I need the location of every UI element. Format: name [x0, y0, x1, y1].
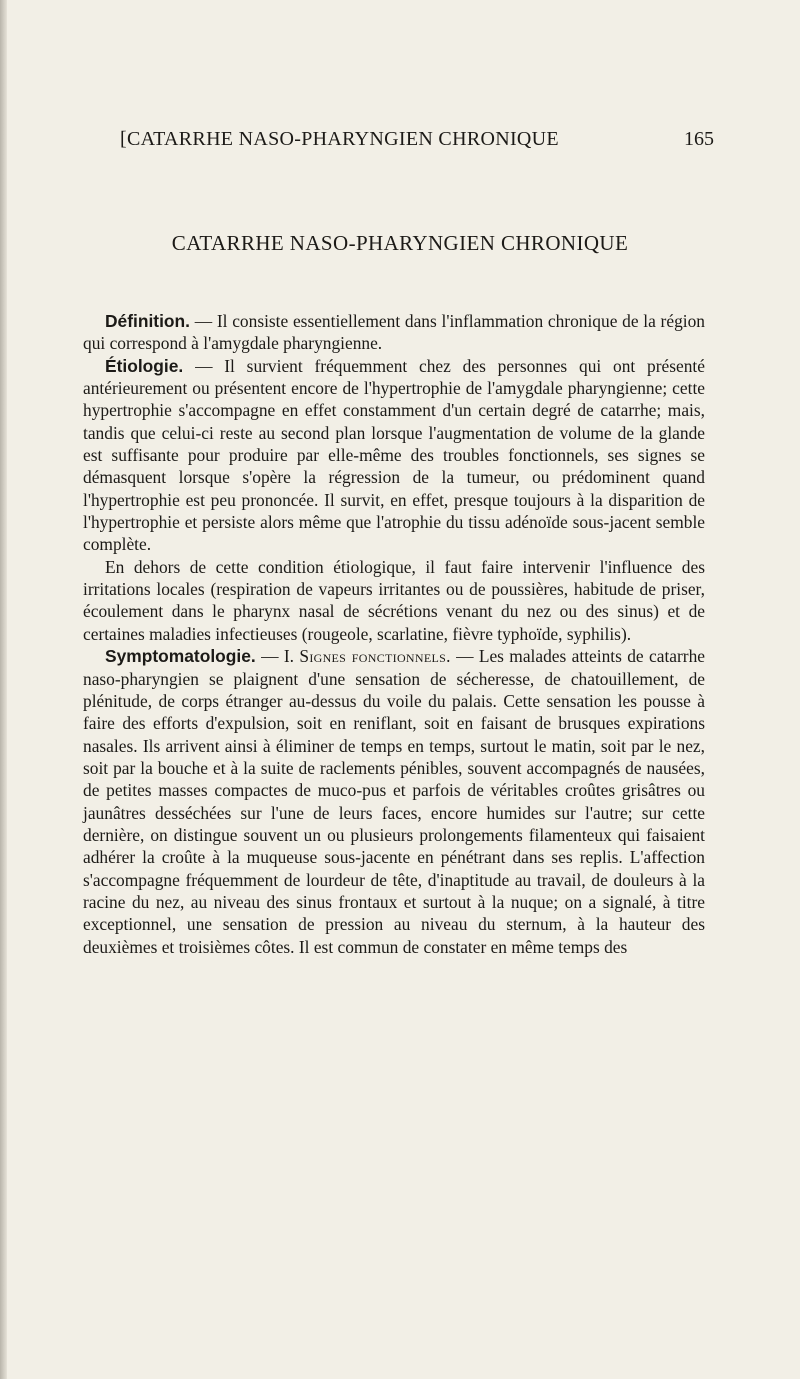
- etiologie-text-2: En dehors de cette condition étiologique, il faut faire intervenir l'influence des irritations locales (respiration de vapeurs irritantes ou de poussières, habitude de priser, écoulement dans le pharynx nasal de sécrétions venant du nez ou des sinus) et de certaines maladies infectieuses (rougeole, scarlatine, fièvre typhoïde, syphilis).: [83, 556, 705, 644]
- paragraph-etiologie-2: [83, 556, 705, 645]
- running-head: [0, 128, 800, 158]
- heading-definition: Définition.: [105, 311, 191, 331]
- symptomatologie-text: — Les malades atteints de catarrhe naso-pharyngien se plaignent d'une sensation de sécheresse, de chatouillement, de plénitude, de corps étranger au-dessus du voile du palais. Cette sensation les pousse à faire des efforts d'expulsion, soit en reniflant, soit en faisant de brusques expirations nasales. Ils arrivent ainsi à éliminer de temps en temps, surtout le matin, soit par le nez, soit par la bouche et à la suite de raclements pénibles, souvent accompagnés de nausées, de petites masses compactes de muco-pus et parfois de véritables croûtes grisâtres ou jaunâtres desséchées sur l'une de leurs faces, encore humides sur l'autre; sur cette dernière, on distingue souvent un ou plusieurs prolongements filamenteux qui faisaient adhérer la croûte à la muqueuse sous-jacente en pénétrant dans ses replis. L'affection s'accompagne fréquemment de lourdeur de tête, d'inaptitude au travail, de douleurs à la racine du nez, au niveau des sinus frontaux et surtout à la nuque; on a signalé, à titre exceptionnel, une sensation de pression au niveau du sternum, à la hauteur des deuxièmes et troisièmes côtes. Il est commun de constater en même temps des: [83, 646, 705, 957]
- page-number: 165: [684, 128, 714, 150]
- paragraph-definition: [83, 310, 705, 355]
- symptomatologie-dash: — I.: [255, 646, 300, 667]
- paragraph-etiologie: [83, 355, 705, 556]
- body-text: [83, 310, 705, 958]
- running-head-title: [CATARRHE NASO-PHARYNGIEN CHRONIQUE: [120, 128, 559, 150]
- heading-etiologie: Étiologie.: [105, 355, 184, 376]
- definition-text: — Il consiste essentiellement dans l'inflammation chronique de la région qui correspond à l'amygdale pharyngienne.: [83, 311, 705, 354]
- subhead-signes-fonctionnels: Signes fonctionnels.: [299, 646, 451, 667]
- etiologie-text: — Il survient fréquemment chez des personnes qui ont présenté antérieurement ou présentent encore de l'hypertrophie de l'amygdale pharyngienne; cette hypertrophie s'accompagne en effet constamment d'un certain degré de catarrhe; mais, tandis que celui-ci reste au second plan lorsque l'augmentation de volume de la glande est suffisante pour produire par elle-même des troubles fonctionnels, ses signes se démasquent lorsque s'opère la régression de la tumeur, ou prédominent quand l'hypertrophie est peu prononcée. Il survit, en effet, presque toujours à la disparition de l'hypertrophie et persiste alors même que l'atrophie du tissu adénoïde sous-jacent semble complète.: [83, 355, 705, 555]
- heading-symptomatologie: Symptomatologie.: [105, 646, 256, 667]
- chapter-title: CATARRHE NASO-PHARYNGIEN CHRONIQUE: [171, 231, 629, 255]
- paragraph-symptomatologie: [83, 645, 705, 958]
- page-binding-edge: [0, 0, 7, 1379]
